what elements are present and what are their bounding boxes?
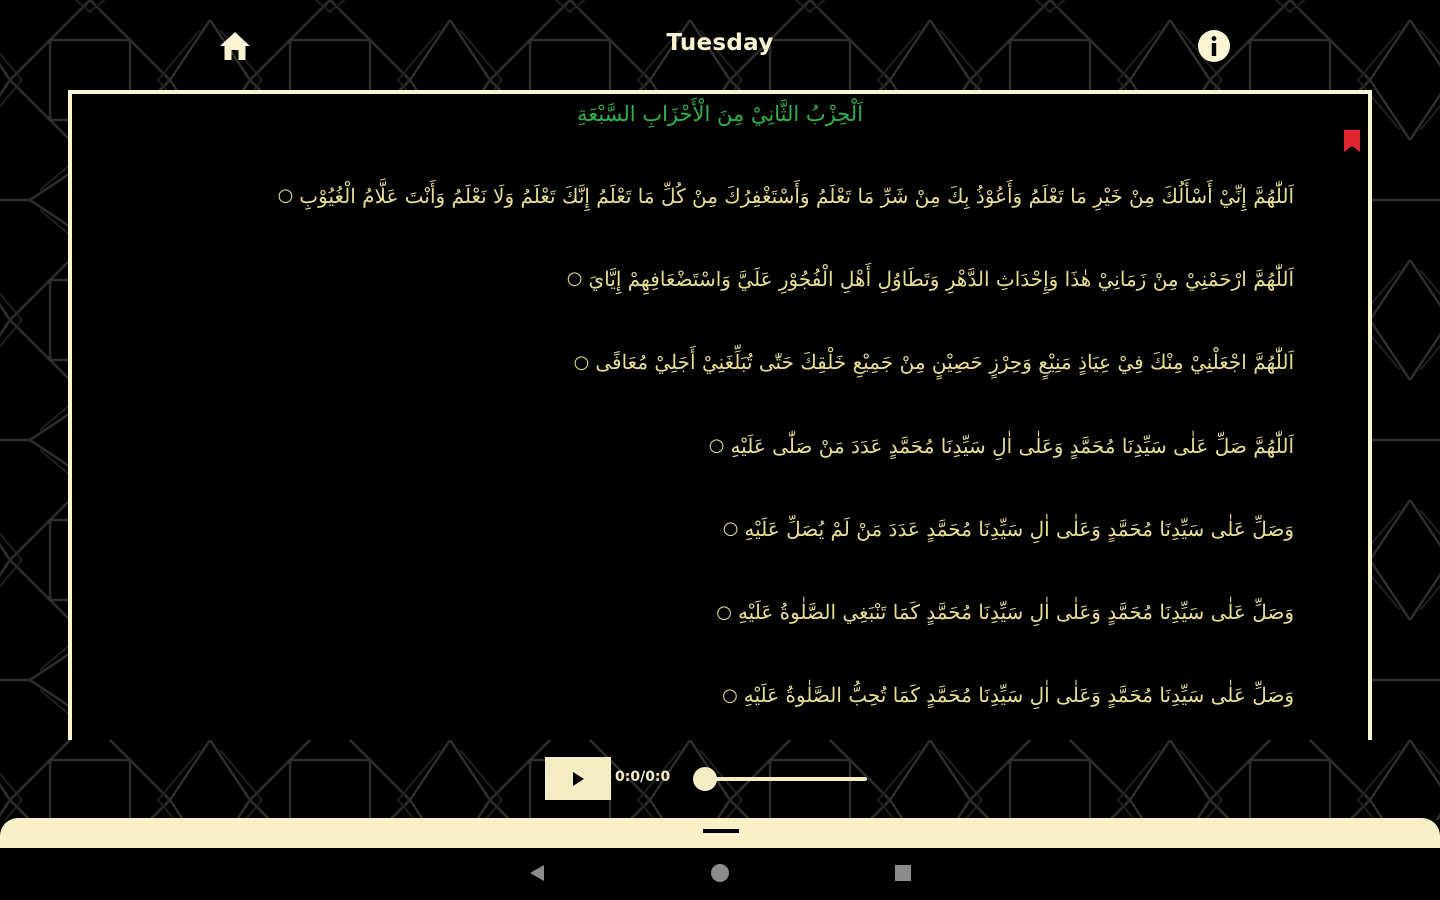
verse-list	[72, 154, 1368, 737]
verse-line[interactable]	[72, 404, 1368, 487]
verse-line[interactable]	[72, 154, 1368, 237]
verse-end-mark: ○	[722, 518, 739, 540]
home-button[interactable]	[216, 28, 254, 64]
verse-line[interactable]	[72, 570, 1368, 653]
verse-text: اَللّٰهُمَّ صَلِّ عَلٰى سَيِّدِنَا مُحَمَّدٍ وَعَلٰى اٰلِ سَيِّدِنَا مُحَمَّدٍ عَدَدَ مَنْ صَلّٰى عَلَيْهِ	[730, 433, 1294, 458]
audio-player	[545, 757, 875, 801]
verse-text: وَصَلِّ عَلٰى سَيِّدِنَا مُحَمَّدٍ وَعَلٰى اٰلِ سَيِّدِنَا مُحَمَّدٍ عَدَدَ مَنْ لَمْ يُصَلِّ عَلَيْهِ	[744, 516, 1294, 541]
seek-thumb[interactable]	[693, 767, 717, 791]
page-title: Tuesday	[666, 30, 774, 56]
verse-end-mark: ○	[566, 268, 583, 290]
play-icon	[571, 772, 585, 786]
bottom-sheet[interactable]	[0, 818, 1440, 848]
bookmark-icon[interactable]	[1342, 130, 1362, 152]
verse-line[interactable]	[72, 321, 1368, 404]
home-circle-icon[interactable]	[711, 864, 729, 882]
prayer-content-panel[interactable]	[68, 90, 1372, 740]
verse-line[interactable]	[72, 487, 1368, 570]
verse-end-mark: ○	[708, 435, 725, 457]
info-icon	[1197, 29, 1231, 63]
verse-end-mark: ○	[573, 351, 590, 373]
section-heading: اَلْحِزْبُ الثَّانِيْ مِنَ الْأَحْزَابِ السَّبْعَةِ	[576, 102, 864, 126]
verse-text: وَصَلِّ عَلٰى سَيِّدِنَا مُحَمَّدٍ وَعَلٰى اٰلِ سَيِّدِنَا مُحَمَّدٍ كَمَا تَنْبَغِي الصَّلٰوةُ عَلَيْهِ	[737, 600, 1294, 625]
verse-end-mark: ○	[722, 684, 738, 706]
seek-bar[interactable]	[705, 777, 867, 781]
info-button[interactable]	[1196, 28, 1232, 64]
verse-text: اَللّٰهُمَّ إِنِّيْ أَسْأَلُكَ مِنْ خَيْرِ مَا تَعْلَمُ وَأَعُوْذُ بِكَ مِنْ شَرِّ مَا تَعْلَمُ وَأَسْتَغْفِرُكَ مِنْ كُلِّ مَا تَعْلَمُ إِنَّكَ تَعْلَمُ وَلَا نَعْلَمُ وَأَنْتَ عَلَّامُ الْغُيُوْبِ	[299, 183, 1294, 208]
verse-text: وَصَلِّ عَلٰى سَيِّدِنَا مُحَمَّدٍ وَعَلٰى اٰلِ سَيِّدِنَا مُحَمَّدٍ كَمَا تُحِبُّ الصَّلٰوةُ عَلَيْهِ	[743, 683, 1294, 708]
verse-line[interactable]	[72, 654, 1368, 737]
playback-time: 0:0/0:0	[615, 769, 671, 785]
home-icon	[218, 30, 252, 62]
top-app-bar	[0, 0, 1440, 92]
back-triangle-icon[interactable]	[528, 864, 546, 882]
drag-handle[interactable]	[703, 829, 739, 833]
recents-square-icon[interactable]	[895, 865, 911, 881]
verse-text: اَللّٰهُمَّ ارْحَمْنِيْ مِنْ زَمَانِيْ هٰذَا وَإِحْدَاثِ الدَّهْرِ وَتَطَاوُلِ أَهْلِ الْفُجُوْرِ عَلَيَّ وَاسْتَضْعَافِهِمْ إِيَّايَ	[588, 266, 1294, 291]
verse-text: اَللّٰهُمَّ اجْعَلْنِيْ مِنْكَ فِيْ عِيَاذٍ مَنِيْعٍ وَحِرْزٍ حَصِيْنٍ مِنْ جَمِيْعِ خَلْقِكَ حَتّٰى تُبَلِّغَنِيْ أَجَلِيْ مُعَافًى	[595, 350, 1294, 375]
verse-line[interactable]	[72, 237, 1368, 320]
verse-end-mark: ○	[716, 601, 732, 623]
verse-end-mark: ○	[277, 185, 294, 207]
play-button[interactable]	[545, 757, 611, 800]
